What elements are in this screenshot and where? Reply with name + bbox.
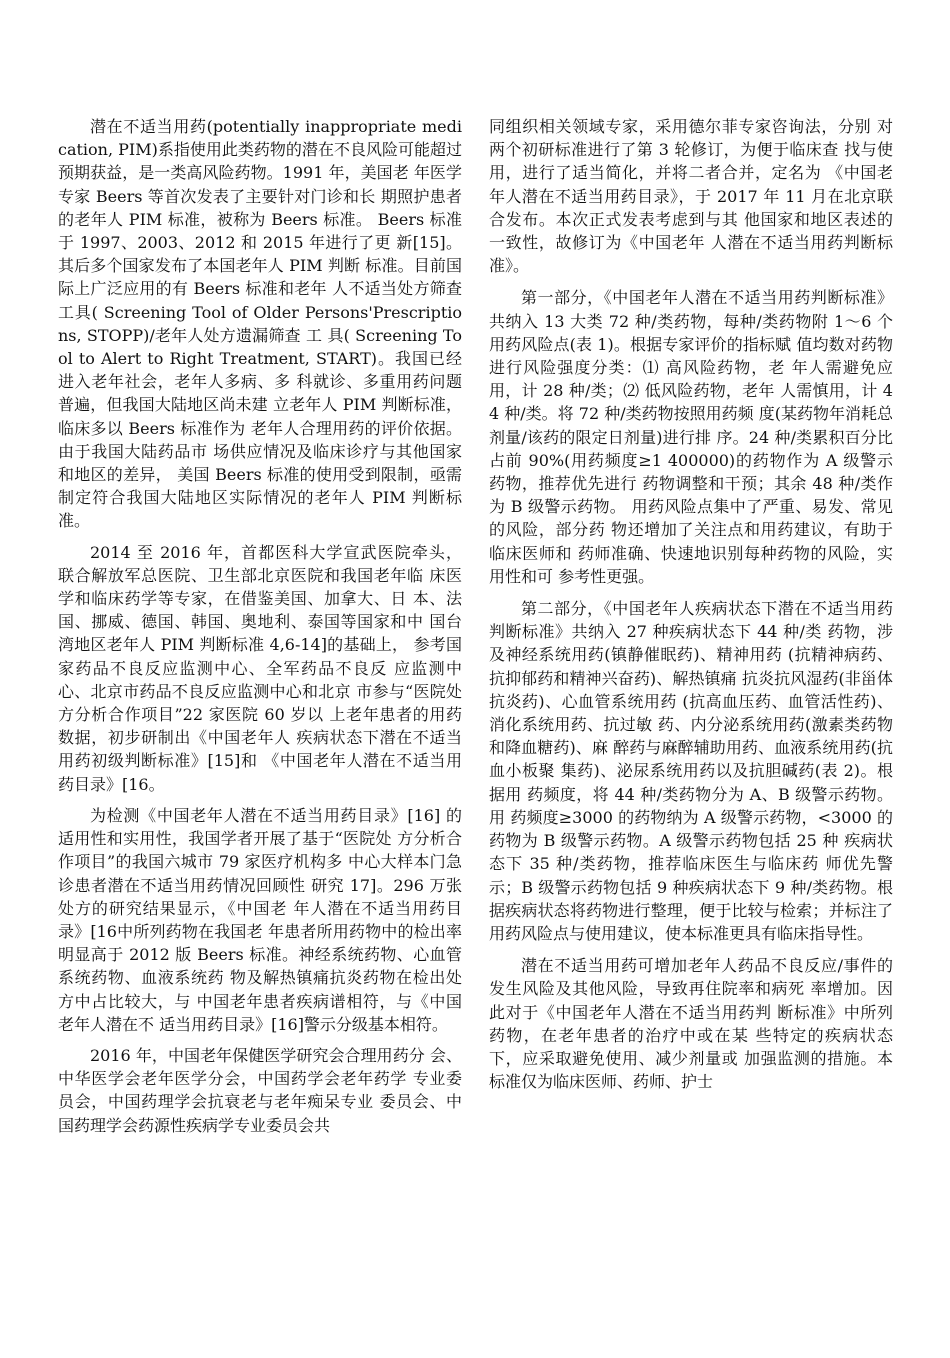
paragraph-initial-standards: 2014 至 2016 年，首都医科大学宣武医院牵头， 联合解放军总医院、卫生部北京医院和我国老年临 床医学和临床药学等专家，在借鉴美国、加拿大、日 本、法国、挪威、德国、韩国、奥地利、泰国等国家和中 国台湾地区老年人 PIM 判断标准 4,6-14]的基础上， 参考国家药品不良反应监测中心、全军药品不良反 应监测中心、北京市药品不良反应监测中心和北京 市参与“医院处方分析合作项目”22 家医院 60 岁以 上老年患者的用药数据，初步研制出《中国老年人 疾病状态下潜在不适当用药初级判断标准》[15]和 《中国老年人潜在不适当用药目录》[16。 [58, 542, 462, 794]
paragraph-pim-definition: 潜在不适当用药(potentially inappropriate medication, PIM)系指使用此类药物的潜在不良风险可能超过预期获益，是一类高风险药物。1991 年，美国老 年医学专家 Beers 等首次发表了主要针对门诊和长 期照护患者的老年人 PIM 标准，被称为 Beers 标准。 Beers 标准于 1997、2003、2012 和 2015 年进行了更 新[15]。其后多个国家发布了本国老年人 PIM 判断 标准。目前国际上广泛应用的有 Beers 标准和老年 人不适当处方筛查工具( Screening Tool of Older Persons'Prescriptions, STOPP)/老年人处方遗漏筛查 工 具( Screening Tool to Alert to Right Treatment, START)。我国已经进入老年社会，老年人多病、多 科就诊、多重用药问题普遍，但我国大陆地区尚未建 立老年人 PIM 判断标准，临床多以 Beers 标准作为 老年人合理用药的评价依据。由于我国大陆药品市 场供应情况及临床诊疗与其他国家和地区的差异， 美国 Beers 标准的使用受到限制，亟需制定符合我国大陆地区实际情况的老年人 PIM 判断标准。 [58, 117, 462, 531]
right-text-column [489, 115, 893, 1102]
paragraph-validation-study: 为检测《中国老年人潜在不适当用药目录》[16] 的适用性和实用性，我国学者开展了基于“医院处 方分析合作项目”的我国六城市 79 家医疗机构多 中心大样本门急诊患者潜在不适当用药情况回顾性 研究 17]。296 万张处方的研究结果显示，《中国老 年人潜在不适当用药目录》[16中所列药物在我国老 年患者所用药物中的检出率明显高于 2012 版 Beers 标准。神经系统药物、心血管系统药物、血液系统药 物及解热镇痛抗炎药物在检出处方中占比较大，与 中国老年患者疾病谱相符，与《中国老年人潜在不 适当用药目录》[16]警示分级基本相符。 [58, 805, 462, 1034]
left-text-column [58, 115, 462, 1145]
paragraph-delphi-revision: 同组织相关领域专家，采用德尔菲专家咨询法，分别 对两个初研标准进行了第 3 轮修订，为便于临床查 找与使用，进行了适当简化，并将二者合并，定名为 《中国老年人潜在不适当用药目录》，于 2017 年 11 月在北京联合发布。本次正式发表考虑到与其 他国家和地区表述的一致性，故修订为《中国老年 人潜在不适当用药判断标准》。 [489, 117, 893, 276]
paragraph-part-two: 第二部分，《中国老年人疾病状态下潜在不适当用药判断标准》共纳入 27 种疾病状态下 44 种/类 药物，涉及神经系统用药(镇静催眠药)、精神用药 (抗精神病药、抗抑郁药和精神兴奋药)、解热镇痛 抗炎抗风湿药(非甾体抗炎药)、心血管系统用药 (抗高血压药、血管活性药)、消化系统用药、抗过敏 药、内分泌系统用药(激素类药物和降血糖药)、麻 醉药与麻醉辅助用药、血液系统用药(抗血小板聚 集药)、泌尿系统用药以及抗胆碱药(表 2)。根据用 药频度，将 44 种/类药物分为 A、B 级警示药物。用 药频度≥3000 的药物纳为 A 级警示药物，<3000 的药物为 B 级警示药物。A 级警示药物包括 25 种 疾病状态下 35 种/类药物，推荐临床医生与临床药 师优先警示；B 级警示药物包括 9 种疾病状态下 9 种/类药物。根据疾病状态将药物进行整理，便于比较与检索；并标注了用药风险点与使用建议，使本标准更具有临床指导性。 [489, 599, 893, 943]
paragraph-risk-summary: 潜在不适当用药可增加老年人药品不良反应/事件的发生风险及其他风险，导致再住院率和病死 率增加。因此对于《中国老年人潜在不适当用药判 断标准》中所列药物，在老年患者的治疗中或在某 些特定的疾病状态下，应采取避免使用、减少剂量或 加强监测的措施。本标准仅为临床医师、药师、护士 [489, 956, 893, 1092]
paragraph-part-one: 第一部分，《中国老年人潜在不适当用药判断标准》共纳入 13 大类 72 种/类药物，每种/类药物附 1～6 个用药风险点(表 1)。根据专家评价的指标赋 值均数对药物进行风险强度分类：⑴ 高风险药物，老 年人需避免应用，计 28 种/类；⑵ 低风险药物，老年 人需慎用，计 44 种/类。将 72 种/类药物按照用药频 度(某药物年消耗总剂量/该药的限定日剂量)进行排 序。24 种/类累积百分比占前 90%(用药频度≥1 400000)的药物作为 A 级警示药物，推荐优先进行 药物调整和干预；其余 48 种/类作为 B 级警示药物。 用药风险点集中了严重、易发、常见的风险，部分药 物还增加了关注点和用药建议，有助于临床医师和 药师准确、快速地识别每种药物的风险，实用性和可 参考性更强。 [489, 288, 893, 586]
paragraph-2016-organizations: 2016 年，中国老年保健医学研究会合理用药分 会、中华医学会老年医学分会，中国药学会老年药学 专业委员会，中国药理学会抗衰老与老年痴呆专业 委员会、中国药理学会药源性疾病学专业委员会共 [58, 1045, 462, 1135]
